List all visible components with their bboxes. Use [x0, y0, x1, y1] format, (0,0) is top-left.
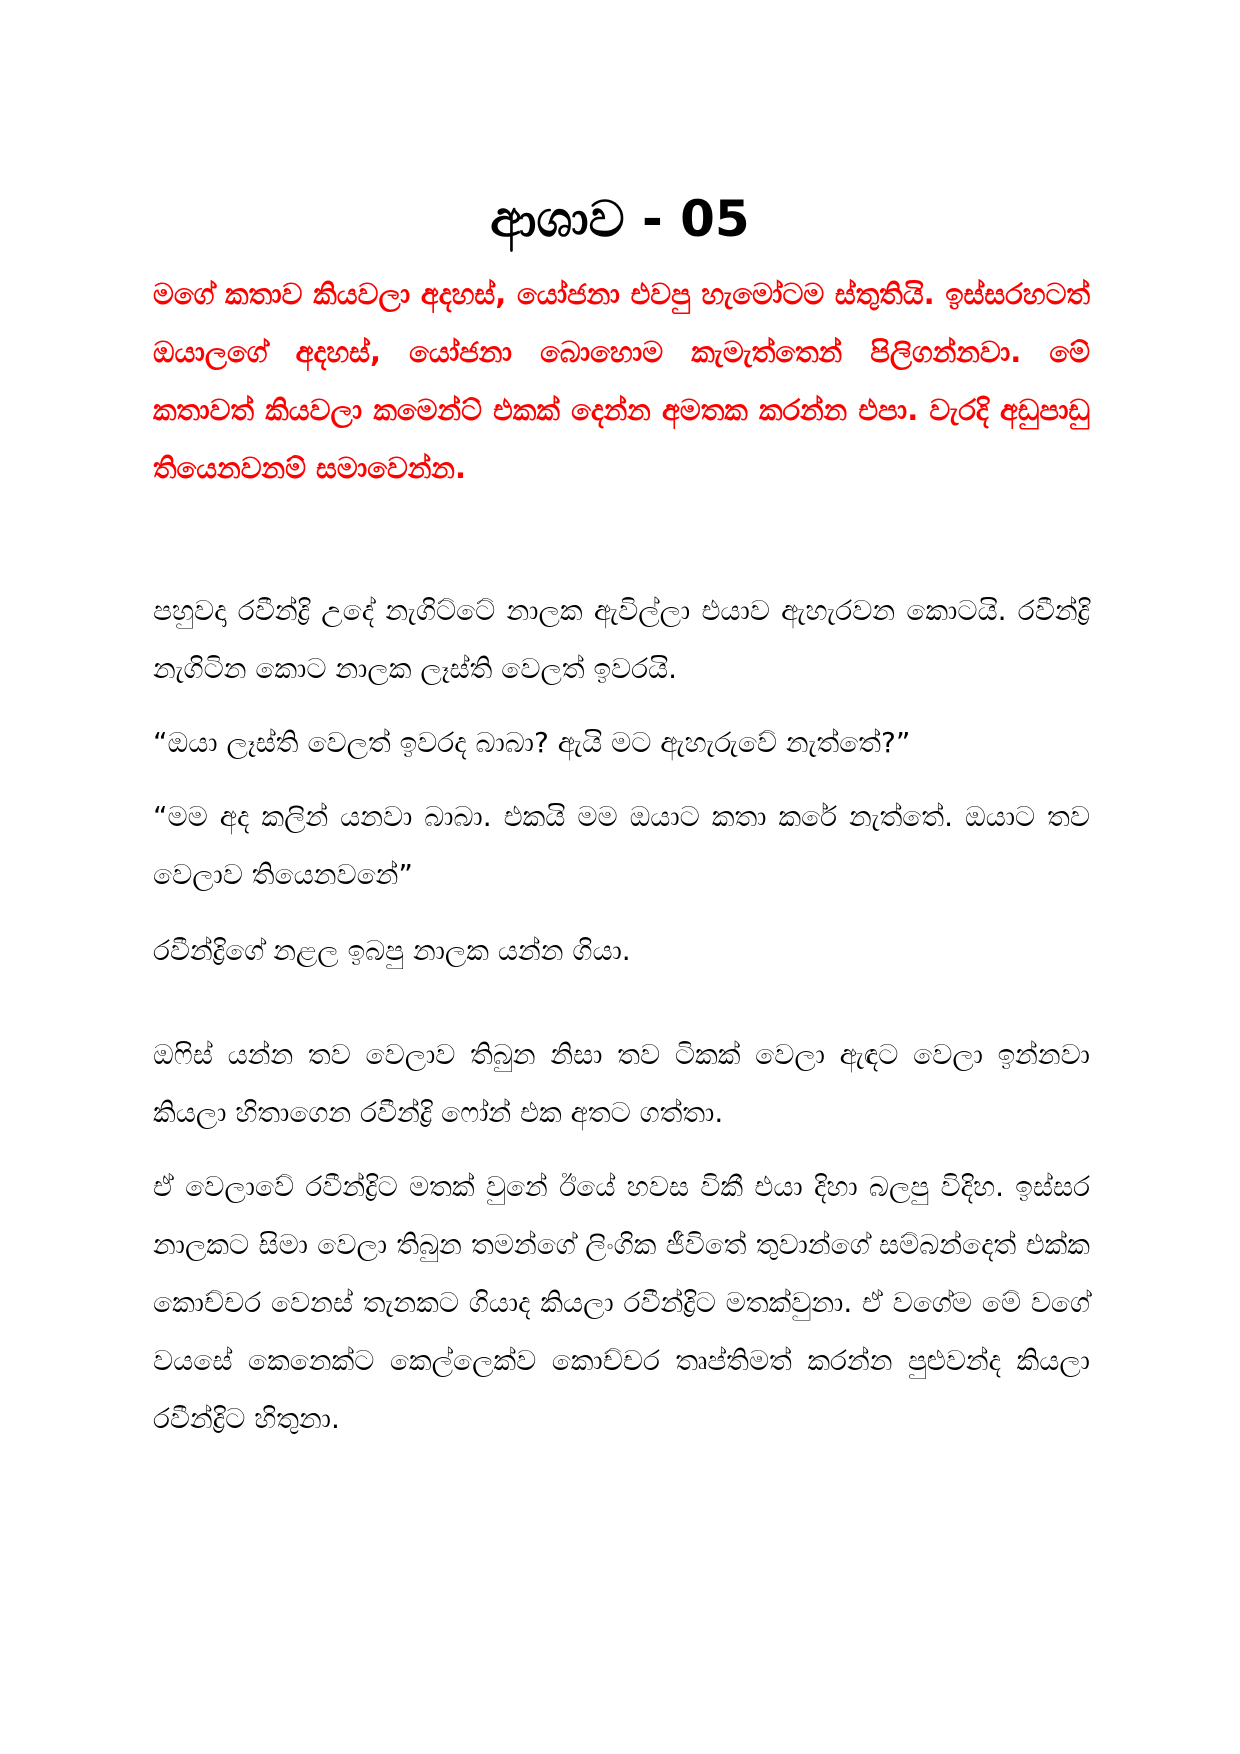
author-notice: මගේ කතාව කියවලා අදහස්, යෝජනා එවපු හැමෝටම ස්තුතියි. ඉස්සරහටත් ඔයාලගේ අදහස්, යෝජනා බොහොම කැමැත්තෙන් පිලිගන්නවා. මේ කතාවත් කියවලා කමෙන්ට් එකක් දෙන්න අමතක කරන්න එපා. වැරදි අඩුපාඩු තියෙනවනම් සමාවෙන්න.: [153, 277, 1090, 485]
paragraph: පහුවදා රවීන්ද්‍රි උදේ නැගිට්ටේ නාලක ඇවිල්ලා එයාව ඇහැරවන කොටයි. රවීන්ද්‍රි නැගිටින කොට නාලක ලෑස්ති වෙලත් ඉවරයි.: [153, 594, 1090, 685]
paragraph: රවීන්ද්‍රිගේ නළල ඉබපු නාලක යන්න ගියා.: [153, 934, 631, 967]
paragraph: ඒ වෙලාවේ රවීන්ද්‍රිට මතක් වුනේ ඊයේ හවස විකී එයා දිහා බලපු විදිහ. ඉස්සර නාලකට සිමා වෙලා තිබුන තමන්ගේ ලිංගික ජීවිතේ තුවාන්ගේ සම්බන්දෙත් එක්ක කොච්චර වෙනස් තැනකට ගියාද කියලා රවීන්ද්‍රිට මතක්වුනා. ඒ වගේම මේ වගේ වයසේ කෙනෙක්ට කෙල්ලෙක්ව කොච්චර තෘප්තිමත් කරන්න පුළුවන්ද කියලා රවීන්ද්‍රිට හිතුනා.: [153, 1170, 1090, 1435]
paragraph: “ඔයා ලෑස්ති වෙලත් ඉවරද බාබා? ඇයි මට ඇහැරුවේ නැත්තේ?”: [153, 726, 911, 759]
page-title: ආශාව - 05: [490, 189, 750, 248]
paragraph: “මම අද කලින් යනවා බාබා. එකයි මම ඔයාට කතා කරේ නැත්තේ. ඔයාට තව වෙලාව තියෙනවනේ”: [153, 800, 1090, 891]
paragraph: ඔෆිස් යන්න තව වෙලාව තිබුන නිසා තව ටිකක් වෙලා ඇඳට වෙලා ඉන්නවා කියලා හිතාගෙන රවීන්ද්‍රි ෆෝන් එක අතට ගත්තා.: [153, 1038, 1090, 1129]
